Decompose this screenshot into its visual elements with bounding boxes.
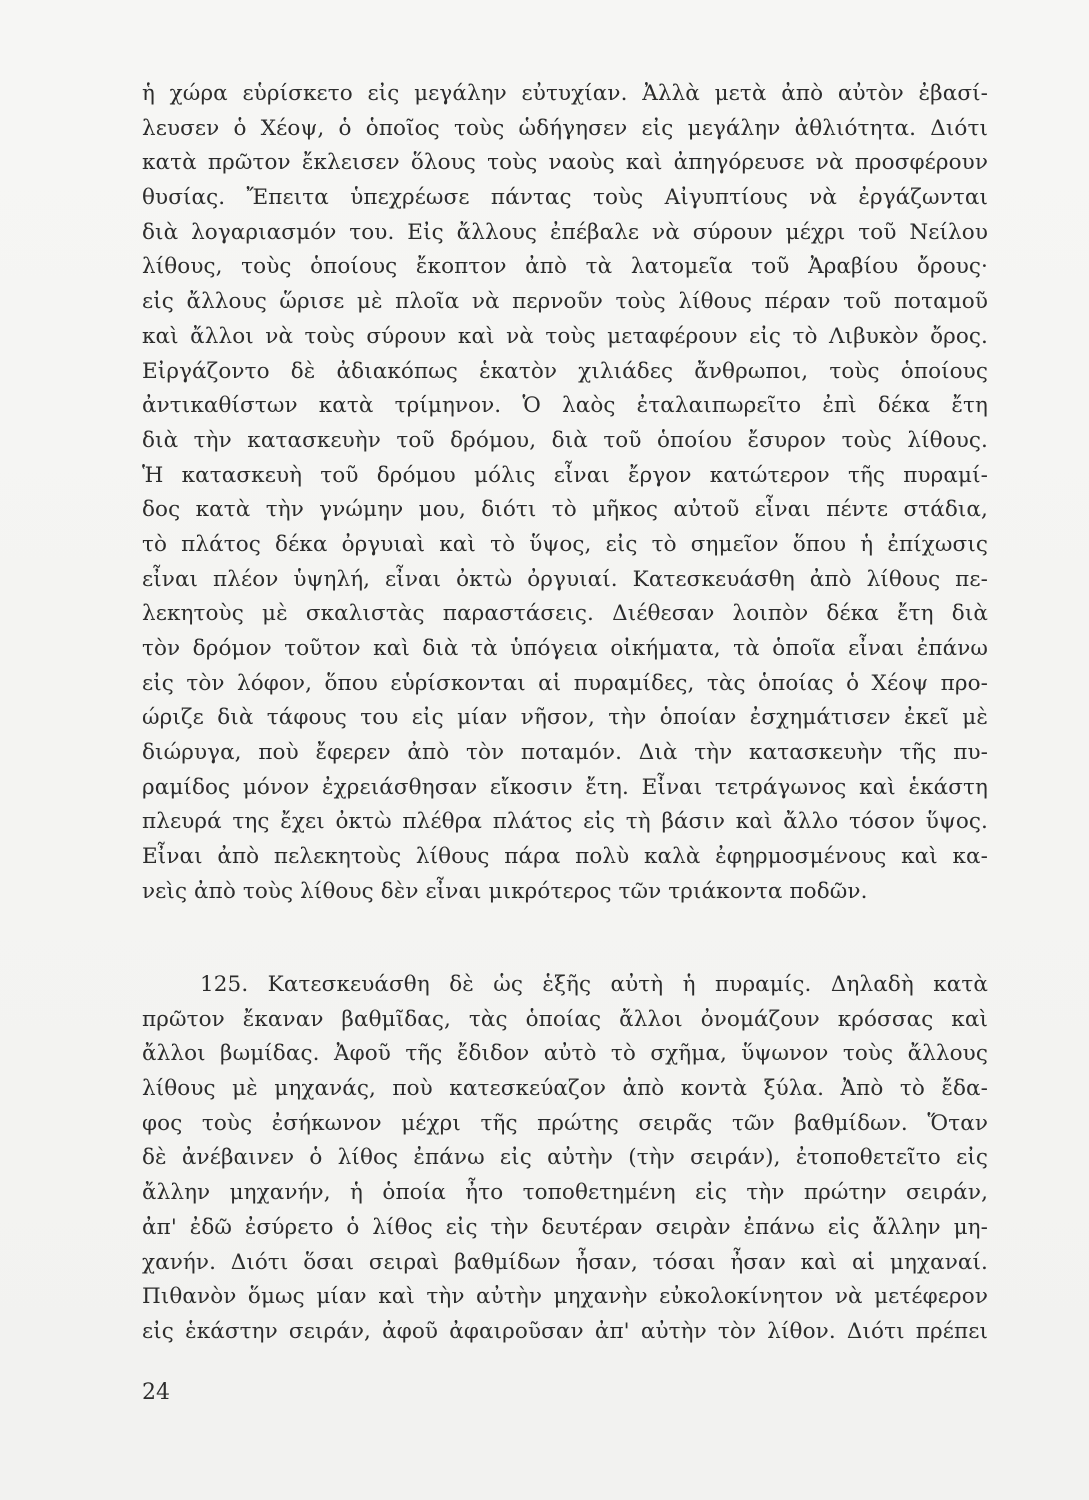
text-line: Εἰργάζοντο δὲ ἀδιακόπως ἑκατὸν χιλιάδες ἄνθρωποι, τοὺς ὁποίους [142, 358, 988, 384]
text-line: δος κατὰ τὴν γνώμην μου, διότι τὸ μῆκος αὐτοῦ εἶναι πέντε στάδια, [142, 497, 988, 523]
text-line: διώρυγα, ποὺ ἔφερεν ἀπὸ τὸν ποταμόν. Διὰ τὴν κατασκευὴν τῆς πυ- [142, 740, 988, 766]
text-line: λίθους μὲ μηχανάς, ποὺ κατεσκεύαζον ἀπὸ κοντὰ ξύλα. Ἀπὸ τὸ ἔδα- [142, 1076, 988, 1102]
text-line: νεὶς ἀπὸ τοὺς λίθους δὲν εἶναι μικρότερος τῶν τριάκοντα ποδῶν. [142, 878, 868, 904]
text-line: ἀπ' ἐδῶ ἐσύρετο ὁ λίθος εἰς τὴν δευτέραν σειρὰν ἐπάνω εἰς ἄλλην μη- [142, 1214, 988, 1240]
paragraph-1 [142, 77, 988, 910]
text-line: ἄλλοι βωμίδας. Ἀφοῦ τῆς ἔδιδον αὐτὸ τὸ σχῆμα, ὕψωνον τοὺς ἄλλους [142, 1041, 988, 1067]
text-line: θυσίας. Ἔπειτα ὑπεχρέωσε πάντας τοὺς Αἰγυπτίους νὰ ἐργάζωνται [142, 185, 988, 211]
text-line: λευσεν ὁ Χέοψ, ὁ ὁποῖος τοὺς ὡδήγησεν εἰς μεγάλην ἀθλιότητα. Διότι [142, 115, 988, 141]
text-line: διὰ λογαριασμόν του. Εἰς ἄλλους ἐπέβαλε νὰ σύρουν μέχρι τοῦ Νείλου [142, 219, 988, 245]
text-line: Πιθανὸν ὅμως μίαν καὶ τὴν αὐτὴν μηχανὴν εὐκολοκίνητον νὰ μετέφερον [142, 1284, 988, 1310]
text-line: τὸν δρόμον τοῦτον καὶ διὰ τὰ ὑπόγεια οἰκήματα, τὰ ὁποῖα εἶναι ἐπάνω [142, 636, 988, 661]
text-line: Εἶναι ἀπὸ πελεκητοὺς λίθους πάρα πολὺ καλὰ ἐφηρμοσμένους καὶ κα- [142, 844, 988, 870]
text-line: χανήν. Διότι ὅσαι σειραὶ βαθμίδων ἦσαν, τόσαι ἦσαν καὶ αἱ μηχαναί. [142, 1249, 988, 1275]
text-line: ἀντικαθίστων κατὰ τρίμηνον. Ὁ λαὸς ἐταλαιπωρεῖτο ἐπὶ δέκα ἔτη [142, 393, 988, 419]
text-line: εἰς τὸν λόφον, ὅπου εὑρίσκονται αἱ πυραμίδες, τὰς ὁποίας ὁ Χέοψ προ- [142, 670, 988, 696]
text-line: ἡ χώρα εὑρίσκετο εἰς μεγάλην εὐτυχίαν. Ἀλλὰ μετὰ ἀπὸ αὐτὸν ἐβασί- [142, 81, 988, 106]
text-line: δὲ ἀνέβαινεν ὁ λίθος ἐπάνω εἰς αὐτὴν (τὴν σειράν), ἐτοποθετεῖτο εἰς [142, 1145, 988, 1171]
text-line: πρῶτον ἔκαναν βαθμῖδας, τὰς ὁποίας ἄλλοι ὀνομάζουν κρόσσας καὶ [142, 1006, 988, 1032]
text-line: λίθους, τοὺς ὁποίους ἔκοπτον ἀπὸ τὰ λατομεῖα τοῦ Ἀραβίου ὄρους· [142, 254, 988, 280]
text-line: καὶ ἄλλοι νὰ τοὺς σύρουν καὶ νὰ τοὺς μεταφέρουν εἰς τὸ Λιβυκὸν ὄρος. [142, 323, 988, 349]
text-line: εἶναι πλέον ὑψηλή, εἶναι ὀκτὼ ὀργυιαί. Κατεσκευάσθη ἀπὸ λίθους πε- [142, 566, 988, 592]
text-line: φος τοὺς ἐσήκωνον μέχρι τῆς πρώτης σειρᾶς τῶν βαθμίδων. Ὅταν [142, 1110, 988, 1136]
text-line: εἰς ἑκάστην σειράν, ἀφοῦ ἀφαιροῦσαν ἀπ' αὐτὴν τὸν λίθον. Διότι πρέπει [142, 1318, 988, 1344]
text-line: τὸ πλάτος δέκα ὀργυιαὶ καὶ τὸ ὕψος, εἰς τὸ σημεῖον ὅπου ἡ ἐπίχωσις [142, 531, 988, 557]
paragraph-2 [142, 968, 988, 1350]
text-line: κατὰ πρῶτον ἔκλεισεν ὅλους τοὺς ναοὺς καὶ ἀπηγόρευσε νὰ προσφέρουν [142, 150, 988, 176]
text-line: λεκητοὺς μὲ σκαλιστὰς παραστάσεις. Διέθεσαν λοιπὸν δέκα ἔτη διὰ [142, 601, 988, 627]
text-line: ώριζε διὰ τάφους του εἰς μίαν νῆσον, τὴν ὁποίαν ἐσχημάτισεν ἐκεῖ μὲ [142, 705, 988, 731]
section-125-first-line: 125. Κατεσκευάσθη δὲ ὡς ἑξῆς αὐτὴ ἡ πυραμίς. Δηλαδὴ κατὰ [200, 972, 988, 997]
text-line: διὰ τὴν κατασκευὴν τοῦ δρόμου, διὰ τοῦ ὁποίου ἔσυρον τοὺς λίθους. [142, 427, 988, 453]
text-line: εἰς ἄλλους ὥρισε μὲ πλοῖα νὰ περνοῦν τοὺς λίθους πέραν τοῦ ποταμοῦ [142, 289, 988, 315]
text-line: ἄλλην μηχανήν, ἡ ὁποία ἦτο τοποθετημένη εἰς τὴν πρώτην σειράν, [142, 1180, 988, 1206]
text-line: πλευρά της ἔχει ὀκτὼ πλέθρα πλάτος εἰς τὴ βάσιν καὶ ἄλλο τόσον ὕψος. [142, 809, 988, 835]
text-line: Ἡ κατασκευὴ τοῦ δρόμου μόλις εἶναι ἔργον κατώτερον τῆς πυραμί- [142, 462, 988, 488]
page-number: 24 [142, 1380, 170, 1405]
text-line: ραμίδος μόνον ἐχρειάσθησαν εἴκοσιν ἔτη. Εἶναι τετράγωνος καὶ ἑκάστη [142, 774, 988, 800]
